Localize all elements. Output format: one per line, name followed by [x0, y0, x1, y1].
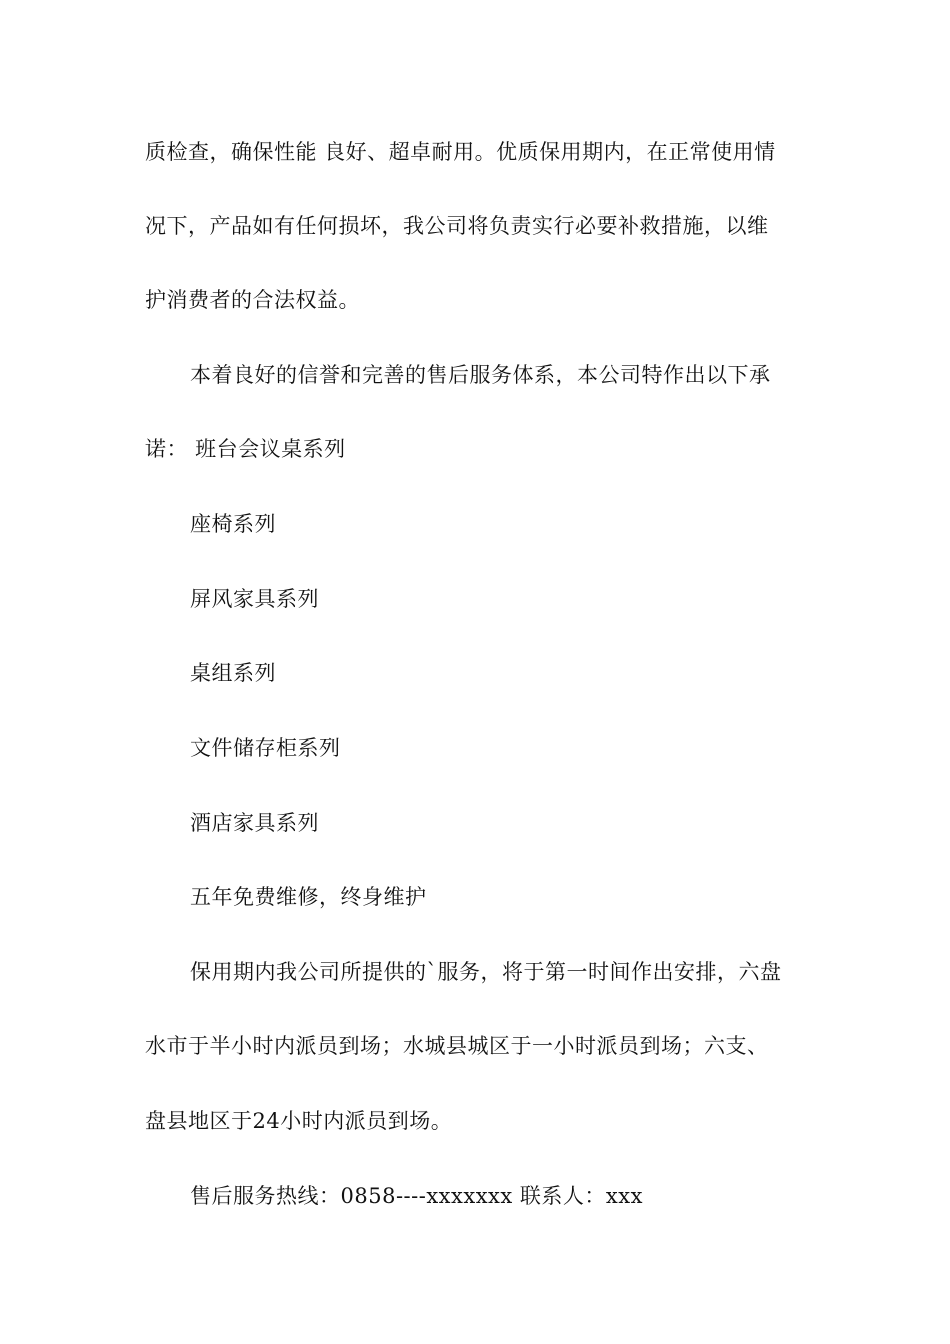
product-series-item: 酒店家具系列: [190, 811, 319, 835]
paragraph-line: 质检查，确保性能 良好、超卓耐用。优质保用期内，在正常使用情: [145, 140, 776, 164]
product-series-item: 文件储存柜系列: [190, 736, 341, 760]
paragraph-line: 诺： 班台会议桌系列: [145, 437, 346, 461]
product-series-item: 座椅系列: [190, 512, 276, 536]
paragraph-line: 本着良好的信誉和完善的售后服务体系，本公司特作出以下承: [190, 363, 771, 387]
paragraph-line: 盘县地区于24小时内派员到场。: [145, 1109, 453, 1133]
product-series-item: 桌组系列: [190, 661, 276, 685]
service-hotline: 售后服务热线：0858----xxxxxxx 联系人：xxx: [190, 1184, 643, 1208]
paragraph-line: 水市于半小时内派员到场；水城县城区于一小时派员到场；六支、: [145, 1034, 769, 1058]
paragraph-line: 况下，产品如有任何损坏，我公司将负责实行必要补救措施，以维: [145, 214, 769, 238]
product-series-item: 屏风家具系列: [190, 587, 319, 611]
paragraph-line: 护消费者的合法权益。: [145, 288, 360, 312]
paragraph-line: 保用期内我公司所提供的`服务，将于第一时间作出安排，六盘: [190, 960, 782, 984]
warranty-statement: 五年免费维修，终身维护: [190, 885, 427, 909]
